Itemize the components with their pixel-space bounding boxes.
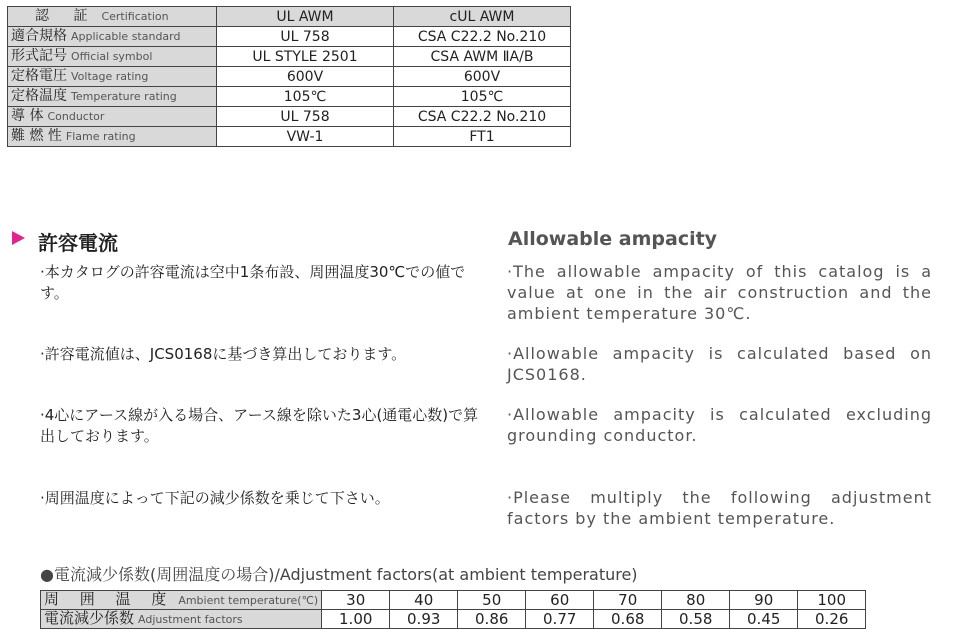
paragraph-jp: ·4心にアース線が入る場合、アース線を除いた3心(通電心数)で算出しております。 xyxy=(40,406,479,445)
factor-cell: 0.45 xyxy=(730,610,798,629)
certification-table xyxy=(7,6,571,147)
label-en: Applicable standard xyxy=(71,30,181,43)
cell-ul: VW-1 xyxy=(217,127,394,147)
row-label xyxy=(8,67,217,87)
section-title-en: Allowable ampacity xyxy=(508,228,718,250)
factor-cell: 0.86 xyxy=(458,610,526,629)
column-ul-awm: UL AWM xyxy=(217,7,394,27)
label-en: Official symbol xyxy=(71,50,153,63)
label-jp: 認 証 xyxy=(35,8,98,24)
temperature-label xyxy=(41,591,322,610)
factor-label xyxy=(41,610,322,629)
label-jp: 定格電圧 xyxy=(11,68,67,84)
paragraph-en: ·The allowable ampacity of this catalog is a value at one in the air construction and the ambient temperature 30℃. xyxy=(507,262,932,323)
temperature-cell: 80 xyxy=(662,591,730,610)
label-jp: 導 体 xyxy=(11,108,44,124)
label-en: Flame rating xyxy=(65,130,136,143)
temperature-cell: 100 xyxy=(798,591,866,610)
label-jp: 形式記号 xyxy=(11,48,67,64)
label-en: Ambient temperature(℃) xyxy=(178,594,319,607)
temperature-cell: 50 xyxy=(458,591,526,610)
section-title-jp: 許容電流 xyxy=(38,231,118,255)
paragraph-jp: ·許容電流値は、JCS0168に基づき算出しております。 xyxy=(40,345,407,363)
table-row xyxy=(8,127,571,147)
cell-ul: 600V xyxy=(217,67,394,87)
paragraph-en: ·Allowable ampacity is calculated based on JCS0168. xyxy=(507,344,932,384)
cell-cul: FT1 xyxy=(394,127,571,147)
cell-ul: UL STYLE 2501 xyxy=(217,47,394,67)
column-cul-awm: cUL AWM xyxy=(394,7,571,27)
label-en: Temperature rating xyxy=(71,90,177,103)
table-row xyxy=(8,47,571,67)
paragraph-en: ·Allowable ampacity is calculated excluding grounding conductor. xyxy=(507,405,932,445)
temperature-row xyxy=(41,591,866,610)
factor-cell: 0.58 xyxy=(662,610,730,629)
table-row xyxy=(8,87,571,107)
row-label xyxy=(8,127,217,147)
temperature-cell: 60 xyxy=(526,591,594,610)
cell-cul: CSA AWM ⅡA/B xyxy=(394,47,571,67)
cell-cul: 105℃ xyxy=(394,87,571,107)
cell-cul: CSA C22.2 No.210 xyxy=(394,27,571,47)
table-row xyxy=(8,27,571,47)
factor-cell: 1.00 xyxy=(322,610,390,629)
paragraph-en: ·Please multiply the following adjustment factors by the ambient temperature. xyxy=(507,488,932,528)
cell-cul: 600V xyxy=(394,67,571,87)
paragraph-jp: ·本カタログの許容電流は空中1条布設、周囲温度30℃での値です。 xyxy=(40,263,466,302)
certification-header-label xyxy=(8,7,217,27)
factor-cell: 0.93 xyxy=(390,610,458,629)
label-jp: 電流減少係数 xyxy=(44,609,135,627)
temperature-cell: 30 xyxy=(322,591,390,610)
row-label xyxy=(8,107,217,127)
label-jp: 定格温度 xyxy=(11,88,67,104)
adjustment-table xyxy=(40,590,866,629)
cell-cul: CSA C22.2 No.210 xyxy=(394,107,571,127)
row-label xyxy=(8,27,217,47)
temperature-cell: 40 xyxy=(390,591,458,610)
label-jp: 適合規格 xyxy=(11,28,67,44)
cell-ul: 105℃ xyxy=(217,87,394,107)
table-row xyxy=(8,67,571,87)
temperature-cell: 90 xyxy=(730,591,798,610)
certification-header-row xyxy=(8,7,571,27)
row-label xyxy=(8,47,217,67)
factor-cell: 0.68 xyxy=(594,610,662,629)
cell-ul: UL 758 xyxy=(217,27,394,47)
label-en: Certification xyxy=(101,10,169,23)
row-label xyxy=(8,87,217,107)
arrow-icon xyxy=(12,231,25,245)
paragraph-jp: ·周囲温度によって下記の減少係数を乗じて下さい。 xyxy=(40,489,390,507)
factor-row xyxy=(41,610,866,629)
label-en: Conductor xyxy=(47,110,105,123)
table-row xyxy=(8,107,571,127)
temperature-cell: 70 xyxy=(594,591,662,610)
factor-cell: 0.26 xyxy=(798,610,866,629)
label-en: Voltage rating xyxy=(71,70,149,83)
adjustment-title: ●電流減少係数(周囲温度の場合)/Adjustment factors(at ambient temperature) xyxy=(40,565,638,584)
cell-ul: UL 758 xyxy=(217,107,394,127)
label-jp: 周 囲 温 度 xyxy=(44,590,175,608)
label-jp: 難 燃 性 xyxy=(11,128,62,144)
factor-cell: 0.77 xyxy=(526,610,594,629)
label-en: Adjustment factors xyxy=(138,613,243,626)
